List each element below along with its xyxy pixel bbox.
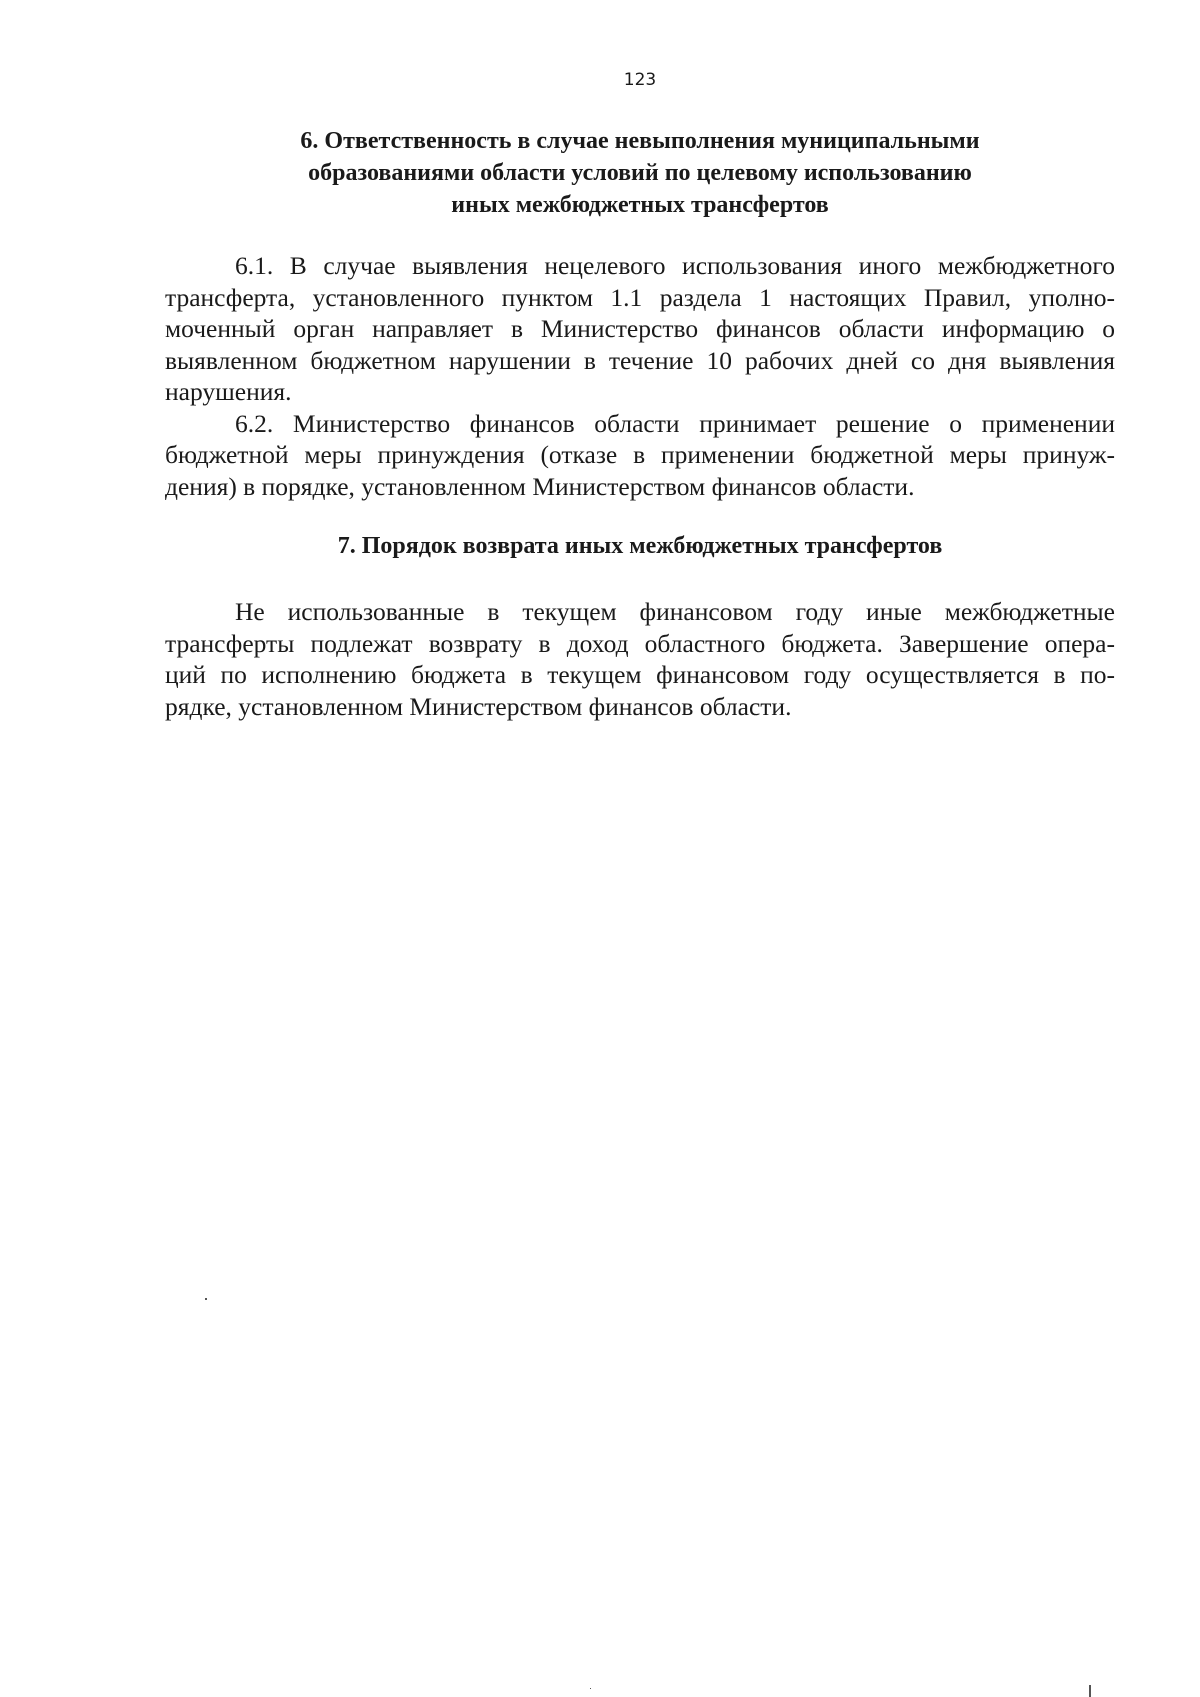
paragraph-line: рядке, установленном Министерством финансов области.	[165, 691, 792, 721]
paragraph-line: выявленном бюджетном нарушении в течение 10 рабочих дней со дня выявления	[165, 345, 1115, 375]
section-6-body	[165, 250, 1115, 502]
heading-line: 7. Порядок возврата иных межбюджетных трансфертов	[337, 533, 943, 559]
section-6-heading	[150, 125, 1130, 221]
paragraph-6-1	[165, 250, 1115, 408]
heading-line: 6. Ответственность в случае невыполнения муниципальными	[300, 128, 980, 154]
paragraph-line: дения) в порядке, установленном Министерством финансов области.	[165, 471, 915, 501]
paragraph-6-2	[165, 408, 1115, 503]
paragraph-line: моченный орган направляет в Министерство финансов области информацию о	[165, 314, 1115, 343]
heading-line: образованиями области условий по целевому использованию	[308, 160, 972, 186]
paragraph-line: бюджетной меры принуждения (отказе в применении бюджетной меры принуж-	[165, 440, 1115, 469]
paragraph-7	[165, 596, 1115, 722]
scan-speck	[205, 1298, 207, 1300]
paragraph-line: 6.2. Министерство финансов области принимает решение о применении	[235, 408, 1115, 438]
heading-line: иных межбюджетных трансфертов	[451, 192, 829, 218]
section-7-heading	[150, 530, 1130, 562]
paragraph-line: 6.1. В случае выявления нецелевого использования иного межбюджетного	[235, 251, 1115, 280]
paragraph-line: Не использованные в текущем финансовом году иные межбюджетные	[235, 597, 1115, 626]
scan-speck	[590, 1688, 591, 1689]
section-7-body	[165, 596, 1115, 722]
paragraph-line: нарушения.	[165, 377, 292, 406]
page-number: 123	[623, 70, 657, 90]
scan-mark	[1089, 1685, 1091, 1697]
paragraph-line: ций по исполнению бюджета в текущем финансовом году осуществляется в по-	[165, 660, 1115, 689]
paragraph-line: трансферты подлежат возврату в доход областного бюджета. Завершение опера-	[165, 628, 1115, 658]
paragraph-line: трансферта, установленного пунктом 1.1 раздела 1 настоящих Правил, уполно-	[165, 282, 1115, 312]
